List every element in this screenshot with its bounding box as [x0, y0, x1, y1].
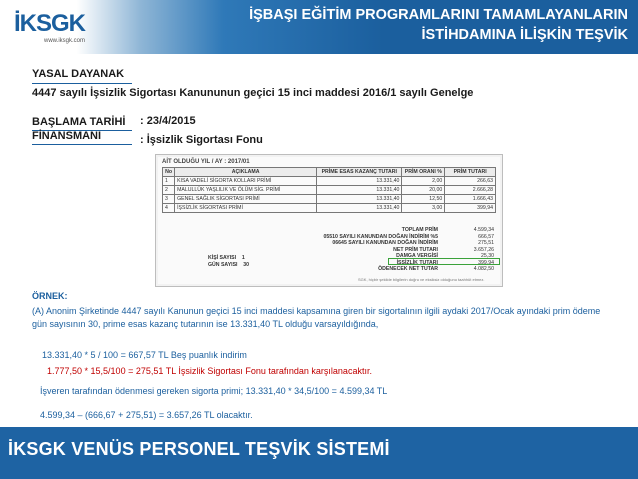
calc-line-3: İşveren tarafından ödenmesi gereken sigorta primi; 13.331,40 * 34,5/100 = 4.599,34 TL — [40, 386, 388, 396]
total-value: 25,30 — [481, 253, 494, 259]
cell-no: 4 — [163, 204, 175, 213]
col-no: No — [163, 168, 175, 177]
cell-rate: 2,00 — [402, 177, 445, 186]
total-value: 399,94 — [478, 259, 494, 266]
cell-premium-amount: 399,94 — [445, 204, 496, 213]
cell-description: KISA VADELİ SİGORTA KOLLARI PRİMİ — [175, 177, 317, 186]
count-value: 30 — [243, 261, 250, 268]
iksgk-logo — [14, 2, 94, 50]
header-banner — [0, 0, 638, 54]
total-value: 4.082,50 — [473, 266, 494, 272]
total-value: 275,51 — [478, 240, 494, 246]
table-row — [163, 177, 496, 186]
example-description: (A) Anonim Şirketinde 4447 sayılı Kanunun geçici 15 inci maddesi kapsamına giren bir sigortalının ilgili aydaki 2017/Ocak ayındaki prim ödeme gün sayısının 30, prime esas kazanç tutarının ise 13.331,40 TL olduğu varsayıldığında, — [32, 306, 601, 329]
total-value: 666,57 — [478, 233, 494, 240]
col-premium-amount: PRİM TUTARI — [445, 168, 496, 177]
col-base-earnings: PRİME ESAS KAZANÇ TUTARI — [317, 168, 402, 177]
col-description: AÇIKLAMA — [175, 168, 317, 177]
funding-value: : İşsizlik Sigortası Fonu — [140, 134, 263, 146]
cell-no: 3 — [163, 195, 175, 204]
table-row — [163, 204, 496, 213]
premium-table — [162, 167, 496, 213]
total-value: 3.657,26 — [473, 246, 494, 253]
total-label: 05510 SAYILI KANUNDAN DOĞAN İNDİRİM %5 — [323, 233, 438, 240]
funding-underline — [32, 144, 132, 145]
statement-period: AİT OLDUĞU YIL / AY : 2017/01 — [162, 159, 250, 165]
cell-no: 1 — [163, 177, 175, 186]
legal-basis-underline — [32, 83, 132, 84]
cell-premium-amount: 1.666,43 — [445, 195, 496, 204]
total-label: 06645 SAYILI KANUNDAN DOĞAN İNDİRİM — [332, 240, 438, 246]
total-label: TOPLAM PRİM — [401, 227, 438, 233]
total-label: NET PRİM TUTARI — [393, 246, 438, 253]
statement-footnote: SGK, hiçbir şekilde bilgilerin doğru ve eksiksiz olduğunu taahhüt etmez. — [358, 277, 485, 282]
total-row — [278, 266, 498, 273]
cell-description: GENEL SAĞLIK SİGORTASI PRİMİ — [175, 195, 317, 204]
table-row — [163, 186, 496, 195]
cell-rate: 20,00 — [402, 186, 445, 195]
cell-base-earnings: 13.331,40 — [317, 195, 402, 204]
cell-description: İŞSİZLİK SİGORTASI PRİMİ — [175, 204, 317, 213]
count-row — [208, 262, 249, 269]
cell-premium-amount: 266,63 — [445, 177, 496, 186]
total-label: İŞSİZLİK TUTARI — [396, 259, 438, 266]
cell-premium-amount: 2.666,28 — [445, 186, 496, 195]
highlighted-discount-box — [388, 258, 500, 265]
calc-line-4: 4.599,34 – (666,67 + 275,51) = 3.657,26 TL olacaktır. — [40, 410, 253, 420]
count-value: 1 — [241, 255, 245, 261]
start-date-label: BAŞLAMA TARİHİ — [32, 116, 126, 128]
calc-line-1: 13.331,40 * 5 / 100 = 667,57 TL Beş puanlık indirim — [42, 350, 247, 360]
cell-description: MALULLÜK YAŞLILIK VE ÖLÜM SİG. PRİMİ — [175, 186, 317, 195]
totals-block — [278, 227, 498, 273]
col-rate: PRİM ORANI % — [402, 168, 445, 177]
cell-base-earnings: 13.331,40 — [317, 177, 402, 186]
legal-basis-label: YASAL DAYANAK — [32, 68, 125, 80]
cell-rate: 12,50 — [402, 195, 445, 204]
legal-basis-text: 4447 sayılı İşsizlik Sigortası Kanununun geçici 15 inci maddesi 2016/1 sayılı Genelge — [32, 87, 474, 99]
example-label: ÖRNEK: — [32, 291, 68, 301]
premium-statement-page — [158, 157, 500, 284]
logo-mark: İKSGK — [14, 10, 86, 37]
start-date-value: : 23/4/2015 — [140, 115, 196, 127]
count-label: KİŞİ SAYISI — [208, 255, 237, 261]
premium-statement-image — [155, 154, 503, 287]
funding-label: FİNANSMANI — [32, 130, 102, 142]
page-title — [208, 5, 628, 45]
count-label: GÜN SAYISI — [208, 261, 238, 268]
cell-no: 2 — [163, 186, 175, 195]
total-label: DAMGA VERGİSİ — [396, 253, 438, 259]
page-title-line2: İSTİHDAMINA İLİŞKİN TEŞVİK — [421, 27, 628, 43]
total-value: 4.599,34 — [473, 227, 494, 233]
table-row — [163, 195, 496, 204]
total-label: ÖDENECEK NET TUTAR — [378, 266, 438, 272]
premium-table-header — [163, 168, 496, 177]
footer-banner — [0, 427, 638, 479]
cell-base-earnings: 13.331,40 — [317, 204, 402, 213]
cell-base-earnings: 13.331,40 — [317, 186, 402, 195]
counts-block — [208, 255, 249, 268]
footer-title: İKSGK VENÜS PERSONEL TEŞVİK SİSTEMİ — [8, 439, 390, 459]
cell-rate: 3,00 — [402, 204, 445, 213]
calc-line-2: 1.777,50 * 15,5/100 = 275,51 TL İşsizlik Sigortası Fonu tarafından karşılanacaktır. — [47, 366, 372, 376]
logo-url: www.iksgk.com — [44, 38, 86, 44]
page-title-line1: İŞBAŞI EĞİTİM PROGRAMLARINI TAMAMLAYANLARIN — [249, 7, 628, 23]
